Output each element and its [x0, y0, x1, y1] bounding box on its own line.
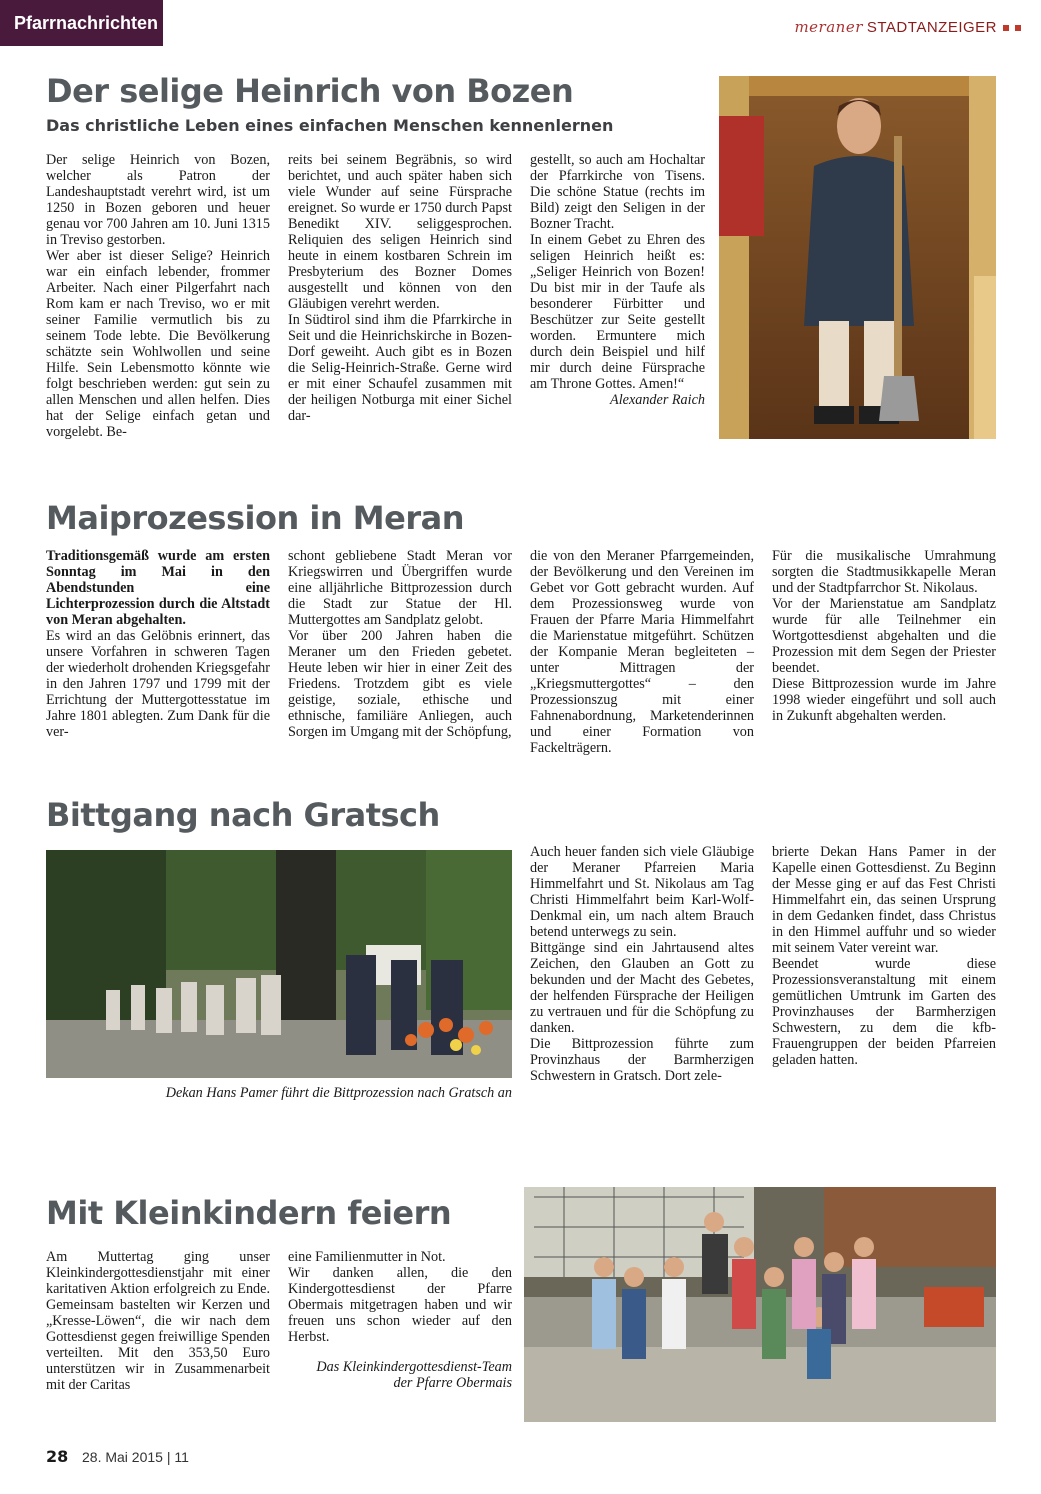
article-column — [530, 548, 754, 756]
article-title: Mit Kleinkindern feiern — [46, 1194, 452, 1232]
paragraph: schont gebliebene Stadt Meran vor Kriegswirren und Übergriffen wurde eine alljährliche Bittprozession durch die Stadt zur Statue der Hl. Muttergottes am Sandplatz gelobt. — [288, 548, 512, 628]
article-column — [288, 1249, 512, 1391]
author-signature: Das Kleinkindergottesdienst-Team — [316, 1359, 512, 1375]
photo-caption: Dekan Hans Pamer führt die Bittprozession nach Gratsch an — [165, 1085, 512, 1101]
paragraph: Für die musikalische Umrahmung sorgten die Stadtmusikkapelle Meran und der Stadtpfarrchor St. Nikolaus. — [772, 548, 996, 596]
paragraph: gestellt, so auch am Hochaltar der Pfarrkirche von Tisens. Die schöne Statue (rechts im Bild) zeigt den Seligen in der Bozner Tracht. — [530, 152, 705, 232]
lead-paragraph: Traditionsgemäß wurde am ersten Sonntag im Mai in den Abendstunden eine Lichterprozession durch die Altstadt von Meran abgehalten. — [46, 548, 270, 628]
article-title: Bittgang nach Gratsch — [46, 796, 440, 834]
article-subtitle: Das christliche Leben eines einfachen Menschen kennenlernen — [46, 116, 614, 135]
paragraph: Wer aber ist dieser Selige? Heinrich war ein einfach lebender, frommer Arbeiter. Nach einer Pilgerfahrt nach Rom kam er nach Treviso, wo er mit seiner Familie vermutlich bis zu seinem Tode lebte. Die Bevölkerung schätzte sein Wohlwollen und seine Hilfe. Sein Lebensmotto könnte wie folgt beschrieben werden: gut sein zu allen Menschen und allen helfen. Dies hat der Selige einfach getan und vorgelebt. Be- — [46, 248, 270, 440]
article-column — [772, 548, 996, 724]
paragraph: Beendet wurde diese Prozessionsveranstaltung mit einem gemütlichen Umtrunk im Garten des Provinzhauses der Barmherzigen Schwestern, zu dem die kfb-Frauengruppen der beiden Pfarreien geladen hatten. — [772, 956, 996, 1068]
brand-square-icon — [1003, 25, 1009, 31]
brand-name: STADTANZEIGER — [866, 19, 997, 36]
article-column — [46, 548, 270, 740]
article-column — [530, 844, 754, 1084]
paragraph: die von den Meraner Pfarrgemeinden, der Bevölkerung und den Vereinen im Gebet vor Gott gebracht wurden. Auf dem Prozessionsweg wurde von Frauen der Pfarre Maria Himmelfahrt die Marienstatue mitgeführt. Schützen der Kompanie Meran begleiteten – unter Mittragen der „Kriegsmuttergottes“ – den Prozessionszug mit einer Fahnenabordnung, Marketenderinnen und einer Formation von Fackelträgern. — [530, 548, 754, 756]
paragraph: In Südtirol sind ihm die Pfarrkirche in Seit und die Heinrichskirche in Bozen-Dorf geweiht. Auch gibt es in Bozen die Selig-Heinrich-Straße. Gerne wird er mit einer Schaufel zusammen mit der heiligen Notburga mit einer Sichel dar- — [288, 312, 512, 424]
article-column — [530, 152, 705, 408]
paragraph: Bittgänge sind ein Jahrtausend altes Zeichen, den Glauben an Gott zu bekunden und der Macht des Gebetes, der helfenden Fürsprache der Heiligen zu vertrauen und für die Schöpfung zu danken. — [530, 940, 754, 1036]
page-number: 28 — [46, 1447, 69, 1466]
article-column — [288, 548, 512, 740]
paragraph: Vor der Marienstatue am Sandplatz wurde für alle Teilnehmer ein Wortgottesdienst abgehalten und die Prozession mit dem Segen der Priester beendet. — [772, 596, 996, 676]
article-column — [46, 152, 270, 440]
paragraph: Wir danken allen, die den Kindergottesdienst der Pfarre Obermais mitgetragen haben und wir freuen uns schon wieder auf den Herbst. — [288, 1265, 512, 1345]
paragraph: Vor über 200 Jahren haben die Meraner um den Frieden gebetet. Heute leben wir hier in einer Zeit des Friedens. Trotzdem gibt es viele geistige, soziale, ethische und ethnische, familiäre Anliegen, auch Sorgen im Umgang mit der Schöpfung, — [288, 628, 512, 740]
paragraph: eine Familienmutter in Not. — [288, 1249, 446, 1265]
paragraph: reits bei seinem Begräbnis, so wird berichtet, und auch später haben sich viele Wunder auf seine Fürsprache ereignet. So wurde er 1750 durch Papst Benedikt XIV. seliggesprochen. Reliquien des seligen Heinrich sind heute in einem kostbaren Schrein im Presbyterium des Bozner Domes ausgestellt und können von den Gläubigen verehrt werden. — [288, 152, 512, 312]
article-title: Maiprozession in Meran — [46, 499, 464, 537]
paragraph: Diese Bittprozession wurde im Jahre 1998 wieder eingeführt und soll auch in Zukunft abgehalten werden. — [772, 676, 996, 724]
article-column — [772, 844, 996, 1068]
paragraph: Die Bittprozession führte zum Provinzhaus der Barmherzigen Schwestern in Gratsch. Dort zele- — [530, 1036, 754, 1084]
paragraph: Am Muttertag ging unser Kleinkindergottesdienstjahr mit einer karitativen Aktion erfolgreich zu Ende. Gemeinsam bastelten wir Kerzen und „Kresse-Löwen“, die wir nach dem Gottesdienst gegen freiwillige Spenden verteilten. Mit den 353,50 Euro unterstützen wir in Zusammenarbeit mit der Caritas — [46, 1249, 270, 1393]
section-tab: Pfarrnachrichten — [0, 0, 163, 46]
brand-script: meraner — [794, 18, 863, 36]
article-title: Der selige Heinrich von Bozen — [46, 72, 574, 110]
issue-date: 28. Mai 2015 | 11 — [82, 1449, 189, 1465]
paragraph: Der selige Heinrich von Bozen, welcher als Patron der Landeshauptstadt verehrt wird, ist um 1250 in Bozen geboren und heuer genau vor 700 Jahren am 10. Juni 1315 in Treviso gestorben. — [46, 152, 270, 248]
paragraph: Es wird an das Gelöbnis erinnert, das unsere Vorfahren in schweren Tagen der wiederholt drohenden Kriegsgefahr in den Jahren 1797 und 1799 mit der Errichtung der Muttergottesstatue im Jahre 1801 ablegten. Zum Dank für die ver- — [46, 628, 270, 740]
author-signature: der Pfarre Obermais — [393, 1375, 512, 1391]
publication-brand — [794, 18, 1021, 36]
statue-photo — [719, 76, 996, 439]
article-column — [46, 1249, 270, 1393]
paragraph: brierte Dekan Hans Pamer in der Kapelle einen Gottesdienst. Zu Beginn der Messe ging er auf das Fest Christi Himmelfahrt ein, das seinen Ursprung in dem Gedanken findet, dass Christus in den Himmel auffuhr und so wieder mit seinem Vater vereint war. — [772, 844, 996, 956]
author-signature: Alexander Raich — [610, 392, 705, 408]
procession-photo — [46, 850, 512, 1078]
article-column — [288, 152, 512, 424]
children-group-photo — [524, 1187, 996, 1422]
brand-square-icon — [1015, 25, 1021, 31]
paragraph: In einem Gebet zu Ehren des seligen Heinrich heißt es: „Seliger Heinrich von Bozen! Du bist mir in der Taufe als besonderer Fürbitter und Beschützer zur Seite gestellt worden. Ermuntere mich durch dein Beispiel und hilf mir durch deine Fürsprache am Throne Gottes. Amen!“ — [530, 232, 705, 392]
paragraph: Auch heuer fanden sich viele Gläubige der Meraner Pfarreien Maria Himmelfahrt und St. Nikolaus am Tag Christi Himmelfahrt beim Karl-Wolf-Denkmal ein, um nach altem Brauch betend unterwegs zu sein. — [530, 844, 754, 940]
